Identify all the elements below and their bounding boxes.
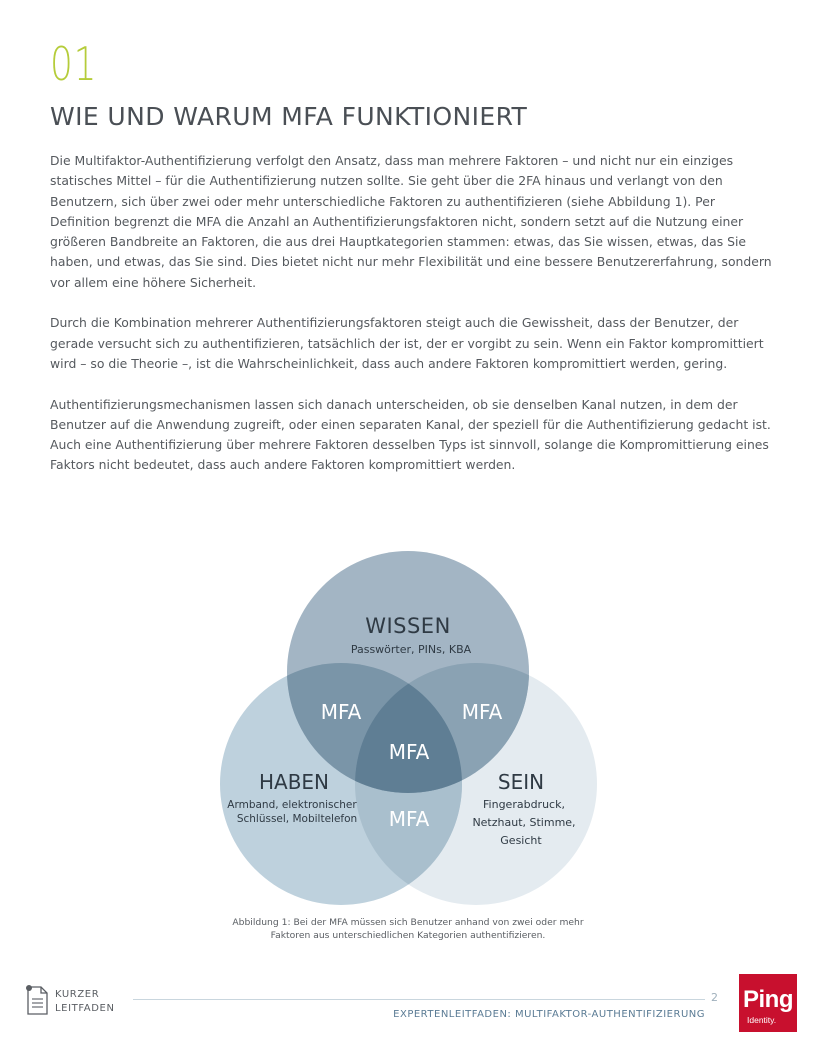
ping-identity-logo [739, 974, 797, 1032]
haben-desc-line2: Schlüssel, Mobiltelefon [236, 813, 358, 825]
logo-wordmark: Ping [743, 986, 793, 1013]
document-icon [24, 984, 50, 1016]
wissen-title: WISSEN [365, 614, 451, 638]
footer-divider [133, 999, 705, 1000]
sein-desc-line2: Netzhaut, Stimme, [472, 816, 576, 829]
mfa-label-bottom: MFA [388, 807, 430, 831]
badge-line-2: LEITFADEN [55, 1002, 115, 1014]
haben-title: HABEN [258, 770, 330, 794]
page-title: WIE UND WARUM MFA FUNKTIONIERT [50, 102, 528, 131]
paragraph-2: Durch die Kombination mehrerer Authentifizierungsfaktoren steigt auch die Gewissheit, dass der Benutzer, der gerade versucht sich zu authentifizieren, tatsächlich der ist, der er vorgibt zu sein. Wenn ein Faktor kompromittiert wird – so die Theorie –, ist die Wahrscheinlichkeit, dass auch andere Faktoren kompromittiert werden, gering. [50, 315, 764, 371]
mfa-label-top-right: MFA [461, 700, 503, 724]
haben-desc-line1: Armband, elektronischer [227, 799, 357, 811]
mfa-label-center: MFA [388, 740, 430, 764]
paragraph-1: Die Multifaktor-Authentifizierung verfolgt den Ansatz, dass man mehrere Faktoren – und nicht nur ein einziges statisches Mittel – für die Authentifizierung nutzen sollte. Sie geht über die 2FA hinaus und verlangt von den Benutzern, sich über zwei oder mehr unterschiedliche Faktoren zu authentifizieren (siehe Abbildung 1). Per Definition begrenzt die MFA die Anzahl an Authentifizierungsfaktoren nicht, sondern setzt auf die Nutzung einer größeren Bandbreite an Faktoren, die aus drei Hauptkategorien stammen: etwas, das Sie wissen, etwas, das Sie haben, und etwas, das Sie sind. Dies bietet nicht nur mehr Flexibilität und eine bessere Benutzererfahrung, sondern vor allem eine höhere Sicherheit. [50, 153, 772, 290]
mfa-label-top-left: MFA [320, 700, 362, 724]
sein-desc-line1: Fingerabdruck, [483, 798, 565, 811]
sein-desc-line3: Gesicht [500, 834, 542, 847]
page-number: 2 [711, 991, 718, 1004]
footer-badge-label [55, 988, 135, 1015]
figure-caption: Abbildung 1: Bei der MFA müssen sich Benutzer anhand von zwei oder mehr Faktoren aus unterschiedlichen Kategorien authentifizieren. [232, 917, 584, 941]
chapter-number: 01 [50, 37, 98, 91]
footer-document-title: EXPERTENLEITFADEN: MULTIFAKTOR-AUTHENTIFIZIERUNG [393, 1009, 705, 1020]
sein-title: SEIN [497, 770, 545, 794]
badge-line-1: KURZER [55, 989, 100, 1000]
paragraph-3: Authentifizierungsmechanismen lassen sich danach unterscheiden, ob sie denselben Kanal nutzen, in dem der Benutzer auf die Anwendung zugreift, oder einen separaten Kanal, der speziell für die Authentifizierung gedacht ist. Auch eine Authentifizierung über mehrere Faktoren desselben Typs ist sinnvoll, solange die Kompromittierung eines Faktors nicht bedeutet, dass auch andere Faktoren kompromittiert werden. [50, 396, 771, 473]
wissen-desc: Passwörter, PINs, KBA [350, 643, 472, 656]
logo-subtext: Identity. [747, 1015, 777, 1025]
